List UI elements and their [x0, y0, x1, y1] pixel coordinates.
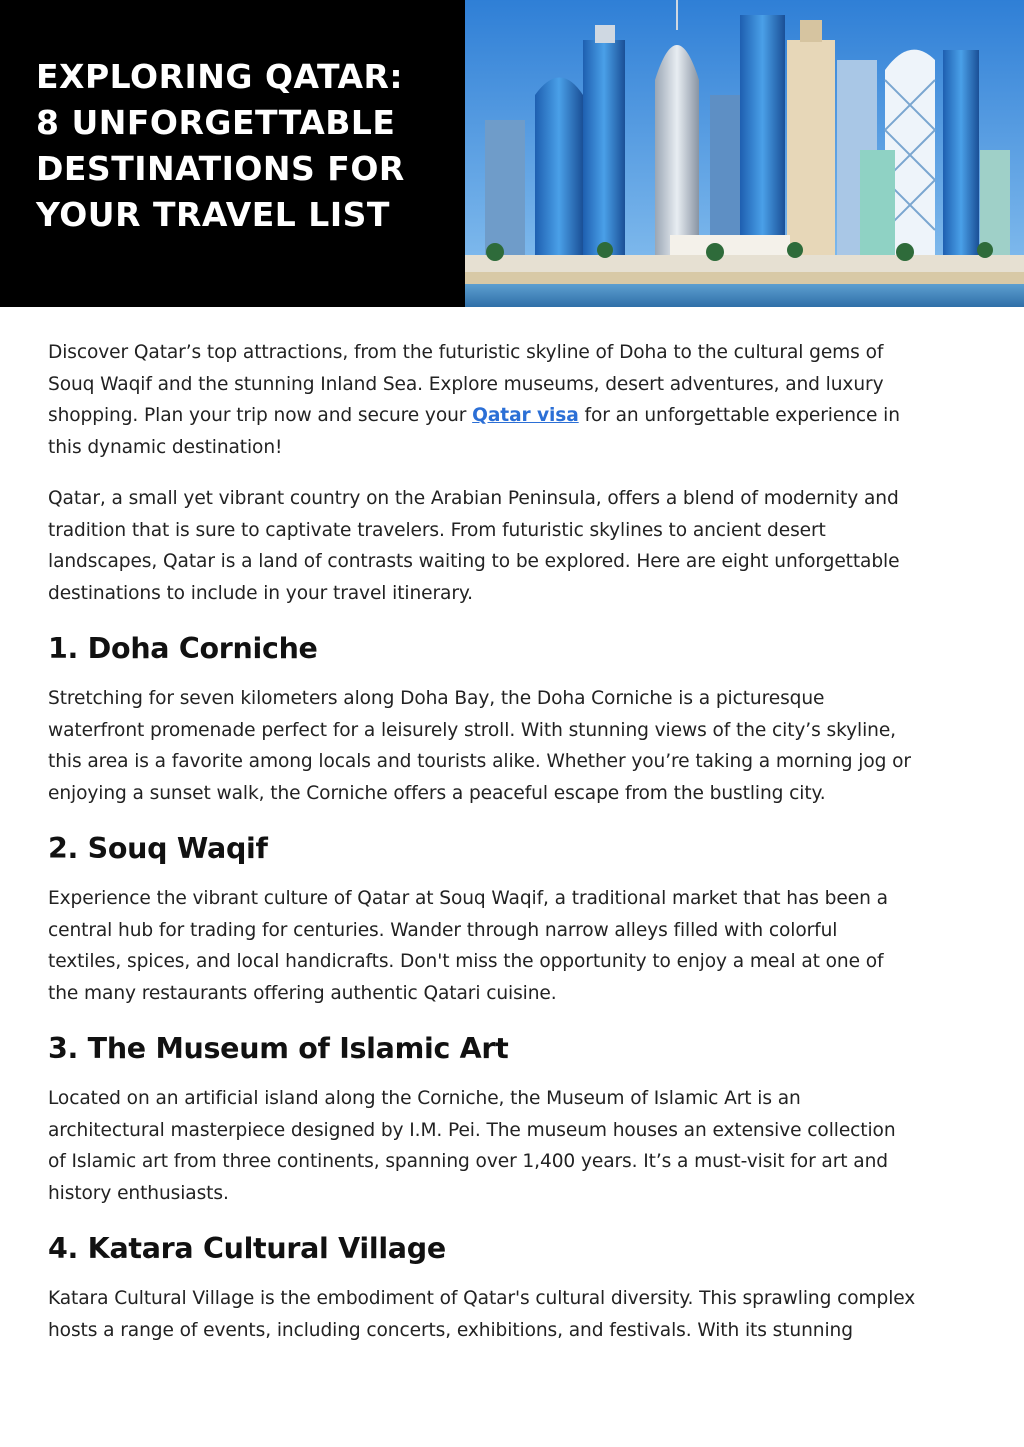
- title-line-1: EXPLORING QATAR:: [36, 57, 404, 96]
- qatar-visa-link[interactable]: Qatar visa: [472, 405, 579, 426]
- title-line-2: 8 UNFORGETTABLE: [36, 103, 396, 142]
- section-heading-souq-waqif: 2. Souq Waqif: [48, 832, 268, 865]
- paragraph-line: central hub for trading for centuries. Wander through narrow alleys filled with colorful: [48, 919, 838, 941]
- intro-line-3: [48, 400, 984, 432]
- title-line-4: YOUR TRAVEL LIST: [36, 195, 390, 234]
- paragraph-line: of Islamic art from three continents, spanning over 1,400 years. It’s a must-visit for art and: [48, 1151, 888, 1172]
- skyline-illustration: [465, 0, 1024, 307]
- intro-line-3-after: for an unforgettable experience in: [578, 405, 900, 426]
- title-line-3: DESTINATIONS FOR: [36, 149, 405, 188]
- overview-line-4: destinations to include in your travel itinerary.: [48, 582, 473, 604]
- intro-line-3-before: shopping. Plan your trip now and secure your: [48, 405, 473, 426]
- hero-title-box: [0, 0, 465, 307]
- skyline-photo: [465, 0, 1024, 307]
- paragraph-line: Katara Cultural Village is the embodiment of Qatar's cultural diversity. This sprawling complex: [48, 1288, 916, 1309]
- overview-line-2: tradition that is sure to captivate travelers. From futuristic skylines to ancient desert: [48, 519, 826, 541]
- paragraph-line: architectural masterpiece designed by I.M. Pei. The museum houses an extensive collection: [48, 1119, 896, 1141]
- paragraph-line: the many restaurants offering authentic Qatari cuisine.: [48, 982, 557, 1004]
- intro-line-4: this dynamic destination!: [48, 436, 283, 458]
- section-paragraph-souq-waqif: [48, 883, 984, 1009]
- paragraph-line: enjoying a sunset walk, the Corniche offers a peaceful escape from the bustling city.: [48, 782, 826, 804]
- section-heading-museum-of-islamic-art: 3. The Museum of Islamic Art: [48, 1032, 509, 1065]
- paragraph-line: Located on an artificial island along the Corniche, the Museum of Islamic Art is an: [48, 1088, 801, 1109]
- paragraph-line: Experience the vibrant culture of Qatar at Souq Waqif, a traditional market that has been a: [48, 888, 888, 909]
- article-body: [48, 337, 984, 1366]
- paragraph-line: waterfront promenade perfect for a leisurely stroll. With stunning views of the city’s skyline,: [48, 719, 896, 741]
- section-heading-doha-corniche: 1. Doha Corniche: [48, 632, 318, 665]
- paragraph-line: textiles, spices, and local handicrafts. Don't miss the opportunity to enjoy a meal at one of: [48, 951, 884, 972]
- overview-line-3: landscapes, Qatar is a land of contrasts waiting to be explored. Here are eight unforgettable: [48, 551, 900, 572]
- overview-line-1: Qatar, a small yet vibrant country on the Arabian Peninsula, offers a blend of modernity and: [48, 488, 899, 509]
- section-paragraph-museum-of-islamic-art: [48, 1083, 984, 1209]
- intro-line-2: Souq Waqif and the stunning Inland Sea. Explore museums, desert adventures, and luxury: [48, 373, 884, 395]
- intro-line-1: Discover Qatar’s top attractions, from the futuristic skyline of Doha to the cultural gems of: [48, 342, 884, 363]
- paragraph-line: history enthusiasts.: [48, 1182, 229, 1204]
- paragraph-line: hosts a range of events, including concerts, exhibitions, and festivals. With its stunning: [48, 1319, 853, 1341]
- paragraph-line: Stretching for seven kilometers along Doha Bay, the Doha Corniche is a picturesque: [48, 688, 825, 709]
- section-paragraph-katara-cultural-village: [48, 1283, 984, 1346]
- page-title: [36, 54, 456, 238]
- section-paragraph-doha-corniche: [48, 683, 984, 809]
- overview-paragraph: [48, 483, 984, 609]
- paragraph-line: this area is a favorite among locals and tourists alike. Whether you’re taking a morning jog or: [48, 751, 911, 772]
- section-heading-katara-cultural-village: 4. Katara Cultural Village: [48, 1232, 446, 1265]
- intro-paragraph: [48, 337, 984, 463]
- hero-banner: [0, 0, 1024, 307]
